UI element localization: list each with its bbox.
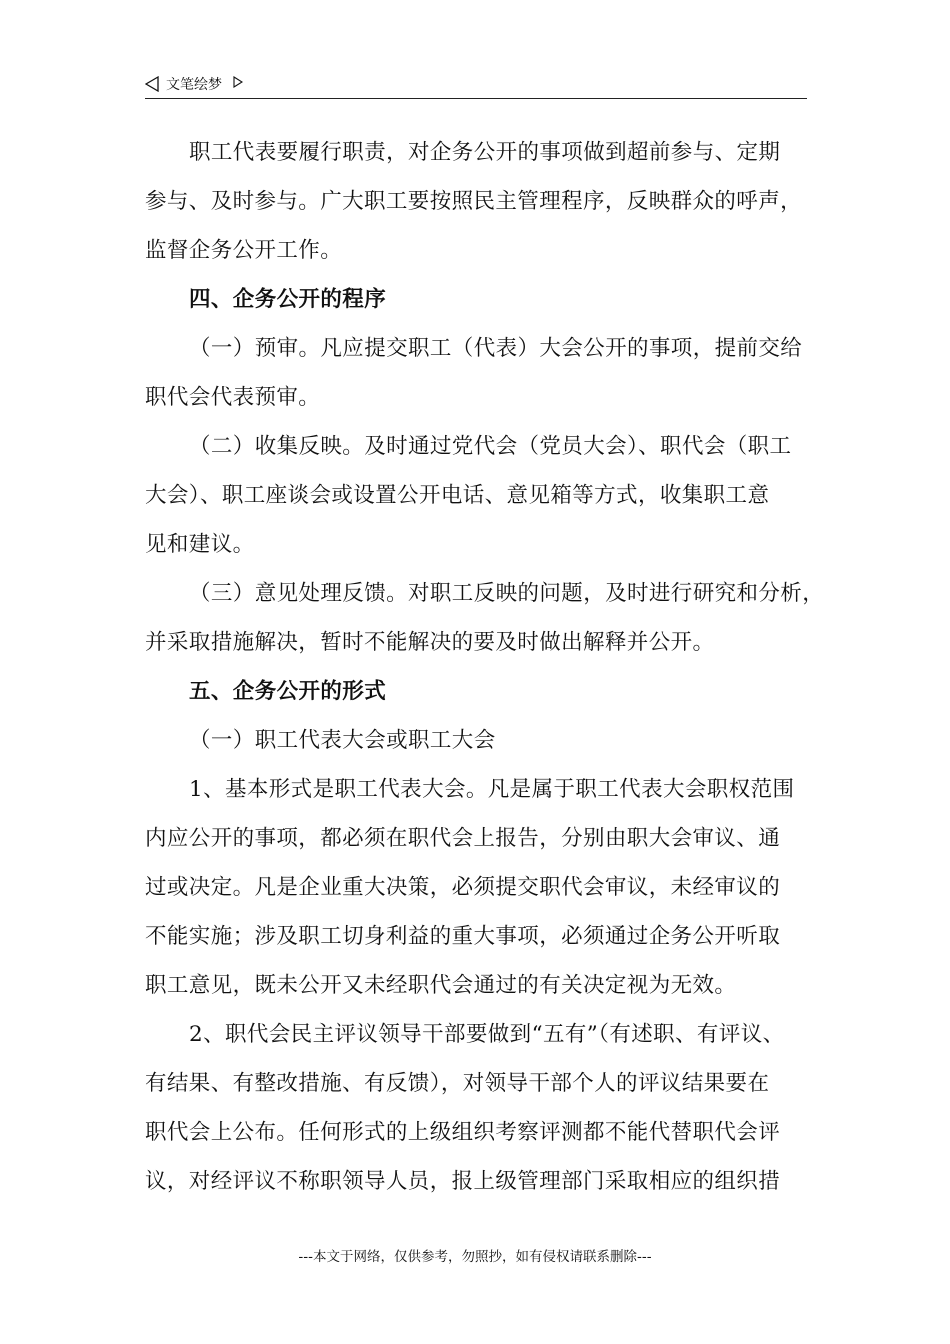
text-line: 职代会代表预审。 [145, 385, 321, 410]
text-line: 不能实施；涉及职工切身利益的重大事项，必须通过企务公开听取 [145, 924, 781, 949]
text-line: 1、基本形式是职工代表大会。凡是属于职工代表大会职权范围 [189, 777, 795, 802]
text-line: 见和建议。 [145, 532, 255, 557]
text-line: 监督企务公开工作。 [145, 238, 343, 263]
section-heading: 四、企务公开的程序 [189, 287, 387, 312]
text-line: 内应公开的事项，都必须在职代会上报告，分别由职大会审议、通 [145, 826, 781, 851]
document-body [145, 128, 825, 1206]
text-line: 大会）、职工座谈会或设置公开电话、意见箱等方式，收集职工意 [145, 483, 770, 508]
text-line: 议，对经评议不称职领导人员，报上级管理部门采取相应的组织措 [145, 1169, 781, 1194]
text-line: 2、职代会民主评议领导干部要做到“五有”（有述职、有评议、 [189, 1022, 785, 1047]
text-line: 职代会上公布。任何形式的上级组织考察评测都不能代替职代会评 [145, 1120, 781, 1145]
page-header [145, 72, 807, 99]
text-line: 有结果、有整改措施、有反馈），对领导干部个人的评议结果要在 [145, 1071, 770, 1096]
header-brand: 文笔绘梦 [166, 77, 222, 93]
text-line: 过或决定。凡是企业重大决策，必须提交职代会审议，未经审议的 [145, 875, 781, 900]
text-line: （一）预审。凡应提交职工（代表）大会公开的事项，提前交给 [189, 336, 803, 361]
text-line: （三）意见处理反馈。对职工反映的问题，及时进行研究和分析， [189, 581, 825, 606]
section-heading: 五、企务公开的形式 [189, 679, 387, 704]
text-line: 参与、及时参与。广大职工要按照民主管理程序，反映群众的呼声， [145, 189, 803, 214]
text-line: （一）职工代表大会或职工大会 [189, 728, 496, 753]
triangle-right-icon [233, 76, 243, 88]
triangle-left-icon [145, 76, 159, 92]
text-line: 职工意见，既未公开又未经职代会通过的有关决定视为无效。 [145, 973, 737, 998]
text-line: 职工代表要履行职责，对企务公开的事项做到超前参与、定期 [189, 140, 781, 165]
text-line: 并采取措施解决，暂时不能解决的要及时做出解释并公开。 [145, 630, 715, 655]
text-line: （二）收集反映。及时通过党代会（党员大会）、职代会（职工 [189, 434, 792, 459]
page-footer: ---本文于网络，仅供参考，勿照抄，如有侵权请联系删除--- [298, 1249, 652, 1265]
